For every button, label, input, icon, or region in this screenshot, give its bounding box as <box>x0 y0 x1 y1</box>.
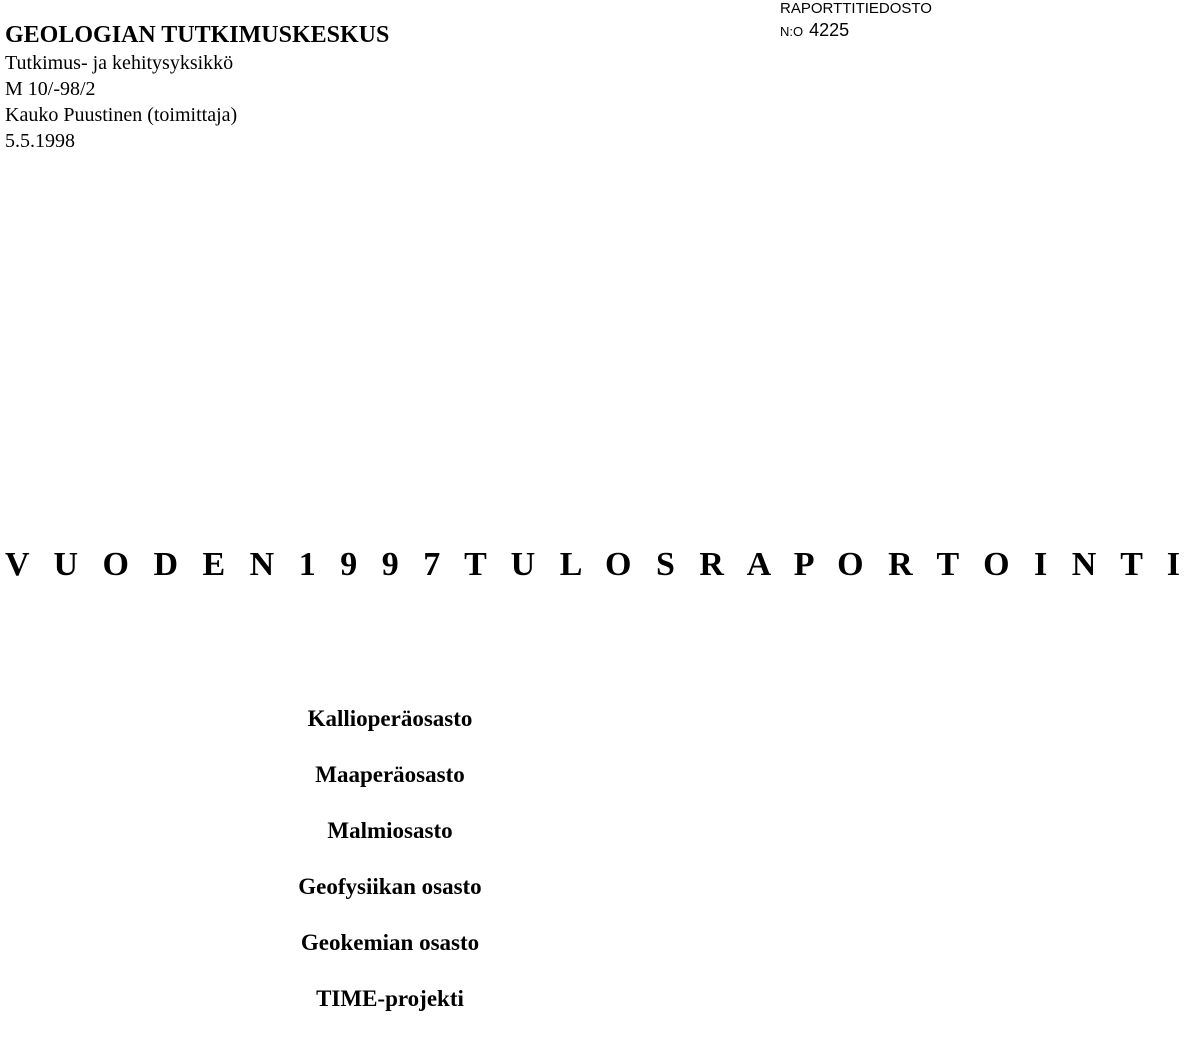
department-item: TIME-projekti <box>316 986 464 1011</box>
report-code: M 10/-98/2 <box>5 78 96 100</box>
department-item: Malmiosasto <box>327 818 453 843</box>
report-date: 5.5.1998 <box>5 130 75 152</box>
editor-name: Kauko Puustinen (toimittaja) <box>5 104 238 126</box>
department-list <box>240 705 540 1041</box>
department-item: Maaperäosasto <box>315 762 465 787</box>
archive-number-row <box>780 18 932 44</box>
department-item: Geokemian osasto <box>300 930 480 955</box>
archive-number: 4225 <box>809 20 850 40</box>
report-header <box>5 20 389 154</box>
unit-name: Tutkimus- ja kehitysyksikkö <box>5 52 234 74</box>
organization-name: GEOLOGIAN TUTKIMUSKESKUS <box>5 22 390 48</box>
archive-number-prefix: N:O <box>780 24 804 39</box>
archive-label: RAPORTTITIEDOSTO <box>780 0 932 17</box>
archive-info <box>780 0 932 44</box>
report-title: V U O D E N 1 9 9 7 T U L O S R A P O R T O I N T I <box>5 546 1188 583</box>
department-item: Geofysiikan osasto <box>298 874 482 899</box>
department-item: Kallioperäosasto <box>307 706 473 731</box>
